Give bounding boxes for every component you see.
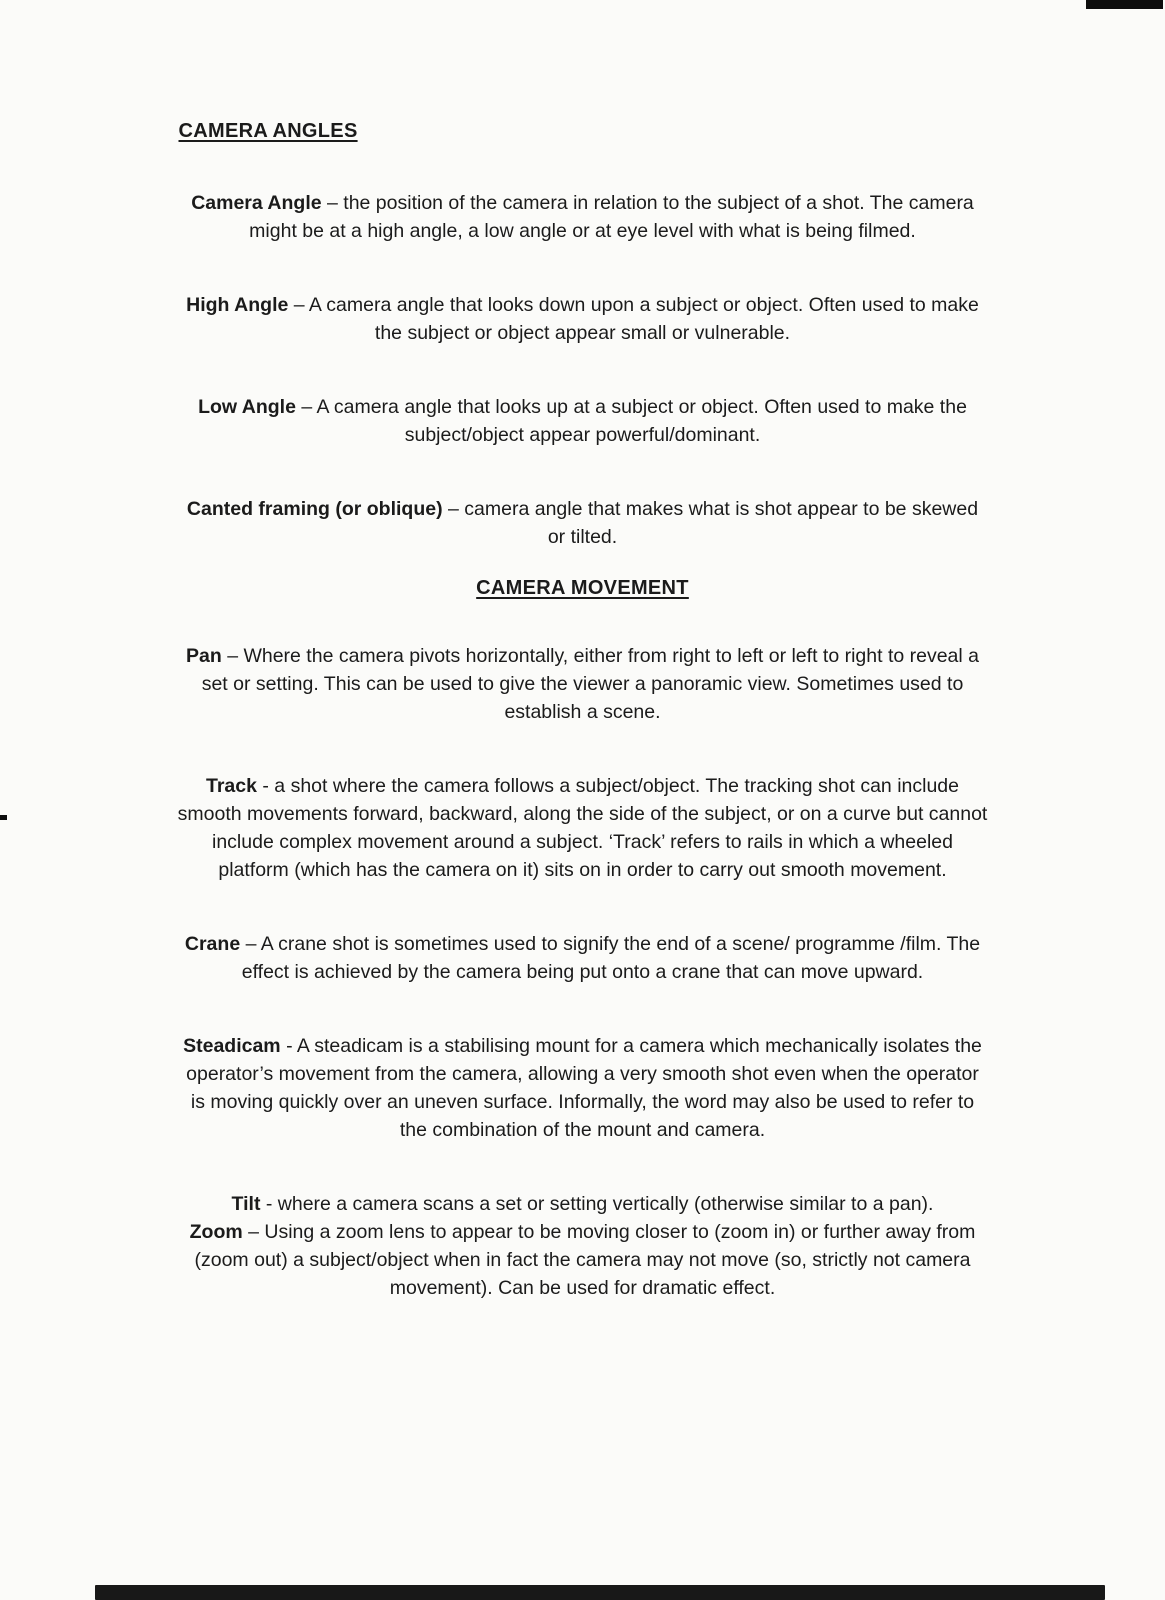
definition-steadicam (177, 1032, 989, 1144)
term-crane: Crane (184, 933, 241, 955)
term-camera-angle: Camera Angle (191, 192, 322, 214)
definition-text-pan: – Where the camera pivots horizontally, either from right to left or left to right to reveal a set or setting. This can be used to give the viewer a panoramic view. Sometimes used to establish a scene. (201, 645, 979, 723)
term-high-angle: High Angle (186, 294, 289, 316)
definition-high-angle (177, 291, 989, 347)
section-heading-camera-movement: CAMERA MOVEMENT (476, 577, 689, 599)
term-canted-framing: Canted framing (or oblique) (186, 498, 443, 520)
definition-text-steadicam: - A steadicam is a stabilising mount for a camera which mechanically isolates the operator’s movement from the camera, allowing a very smooth shot even when the operator is moving quickly over an uneven surface. Informally, the word may also be used to refer to the combination of the mount and camera. (186, 1035, 982, 1141)
definition-tilt (177, 1190, 989, 1218)
term-track: Track (206, 775, 257, 797)
definition-crane (177, 930, 989, 986)
definition-text-zoom: – Using a zoom lens to appear to be moving closer to (zoom in) or further away from (zoom out) a subject/object when in fact the camera may not move (so, strictly not camera movement). Can be used for dramatic effect. (194, 1221, 976, 1299)
term-pan: Pan (186, 645, 222, 667)
definition-canted-framing (177, 495, 989, 551)
scan-artifact-bottom-bar (95, 1585, 1105, 1600)
scan-artifact-top-right (1086, 0, 1163, 9)
definition-text-tilt: - where a camera scans a set or setting vertically (otherwise similar to a pan). (265, 1193, 934, 1215)
definition-low-angle (177, 393, 989, 449)
definition-text-low-angle: – A camera angle that looks up at a subject or object. Often used to make the subject/object appear powerful/dominant. (301, 396, 967, 446)
definition-zoom (177, 1218, 989, 1302)
scan-artifact-left-edge (0, 815, 7, 820)
definition-text-track: - a shot where the camera follows a subject/object. The tracking shot can include smooth movements forward, backward, along the side of the subject, or on a curve but cannot include complex movement around a subject. ‘Track’ refers to rails in which a wheeled platform (which has the camera on it) sits on in order to carry out smooth movement. (177, 775, 988, 881)
definition-text-crane: – A crane shot is sometimes used to signify the end of a scene/ programme /film. The effect is achieved by the camera being put onto a crane that can move upward. (241, 933, 981, 983)
term-tilt: Tilt (231, 1193, 261, 1215)
definition-text-canted-framing: – camera angle that makes what is shot appear to be skewed or tilted. (448, 498, 979, 548)
definition-text-camera-angle: – the position of the camera in relation to the subject of a shot. The camera might be at a high angle, a low angle or at eye level with what is being filmed. (249, 192, 974, 242)
term-steadicam: Steadicam (183, 1035, 281, 1057)
definition-pan (177, 642, 989, 726)
term-low-angle: Low Angle (198, 396, 296, 418)
document-content (177, 0, 989, 1302)
definition-text-high-angle: – A camera angle that looks down upon a subject or object. Often used to make the subject or object appear small or vulnerable. (293, 294, 979, 344)
page-title: CAMERA ANGLES (178, 120, 358, 142)
term-zoom: Zoom (189, 1221, 243, 1243)
definition-camera-angle (177, 189, 989, 245)
definition-track (177, 772, 989, 884)
